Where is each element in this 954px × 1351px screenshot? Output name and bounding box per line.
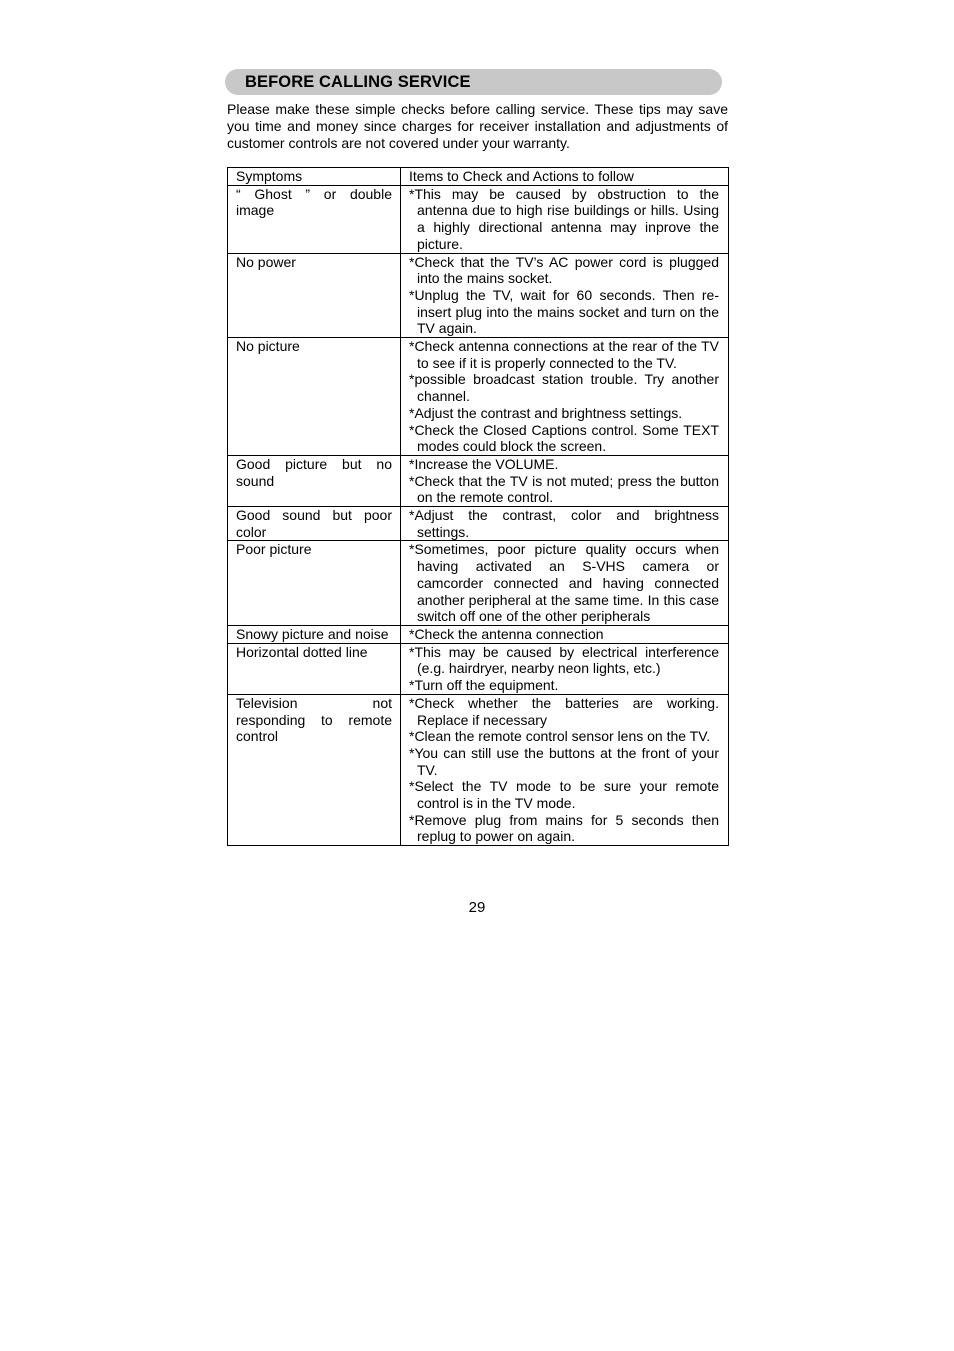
actions-cell [401,253,729,338]
action-item: *Select the TV mode to be sure your remote control is in the TV mode. [409,778,719,812]
actions-cell [401,338,729,456]
action-item: *You can still use the buttons at the front of your TV. [409,744,719,778]
action-item: *Sometimes, poor picture quality occurs when having activated an S-VHS camera or camcorder connected and having connected another peripheral at the same time. In this case switch off one of the other peripherals [409,541,719,625]
action-item: *Adjust the contrast, color and brightness settings. [409,507,719,540]
action-item: *Check antenna connections at the rear of the TV to see if it is properly connected to the TV. [409,338,719,371]
action-item: *Check the antenna connection [409,625,604,642]
action-item: *Increase the VOLUME. [409,455,559,472]
action-item: *This may be caused by obstruction to the antenna due to high rise buildings or hills. Using a highly directional antenna may inprove the picture. [409,185,719,252]
troubleshooting-table [227,167,729,846]
column-header-actions: Items to Check and Actions to follow [401,168,729,186]
table-body [228,185,729,845]
action-item: *Adjust the contrast and brightness settings. [409,404,683,421]
action-item: *Turn off the equipment. [409,677,559,694]
action-item: *Check that the TV is not muted; press the button on the remote control. [409,472,719,506]
action-item: *Check whether the batteries are working. Replace if necessary [409,694,719,728]
actions-cell [401,541,729,626]
section-title: BEFORE CALLING SERVICE [245,73,471,91]
table-row [228,455,729,506]
symptom-cell: Poor picture [228,541,401,626]
table-row [228,253,729,338]
symptom-cell: “ Ghost ” or double image [228,185,401,253]
symptom-cell: No power [228,253,401,338]
column-header-symptoms: Symptoms [228,168,401,186]
symptom-cell: No picture [228,338,401,456]
actions-cell [401,694,729,845]
table-row [228,338,729,456]
symptom-cell: Snowy picture and noise [228,625,401,643]
table-row [228,507,729,541]
action-item: *Clean the remote control sensor lens on the TV. [409,728,711,745]
actions-cell [401,185,729,253]
page-number: 29 [468,899,486,916]
action-item: *This may be caused by electrical interference (e.g. hairdryer, nearby neon lights, etc.) [409,643,719,677]
actions-cell [401,455,729,506]
action-item: *Check the Closed Captions control. Some TEXT modes could block the screen. [409,421,719,455]
actions-cell [401,625,729,643]
action-item: *Remove plug from mains for 5 seconds then replug to power on again. [409,811,719,845]
section-header-bar [225,69,722,95]
troubleshooting-table-wrapper [227,167,729,846]
table-row [228,643,729,694]
symptom-cell: Horizontal dotted line [228,643,401,694]
symptom-cell: Good picture but no sound [228,455,401,506]
table-row [228,694,729,845]
table-row [228,185,729,253]
table-header-row [228,168,729,186]
table-row [228,541,729,626]
symptom-cell: Good sound but poor color [228,507,401,541]
action-item: *Unplug the TV, wait for 60 seconds. Then re-insert plug into the mains socket and turn on the TV again. [409,286,719,337]
symptom-cell: Television not responding to remote control [228,694,401,845]
intro-paragraph: Please make these simple checks before calling service. These tips may save you time and money since charges for receiver installation and adjustments of customer controls are not covered under your warranty. [227,101,728,151]
actions-cell [401,643,729,694]
actions-cell [401,507,729,541]
table-row [228,625,729,643]
action-item: *possible broadcast station trouble. Try another channel. [409,371,719,405]
action-item: *Check that the TV’s AC power cord is plugged into the mains socket. [409,253,719,287]
